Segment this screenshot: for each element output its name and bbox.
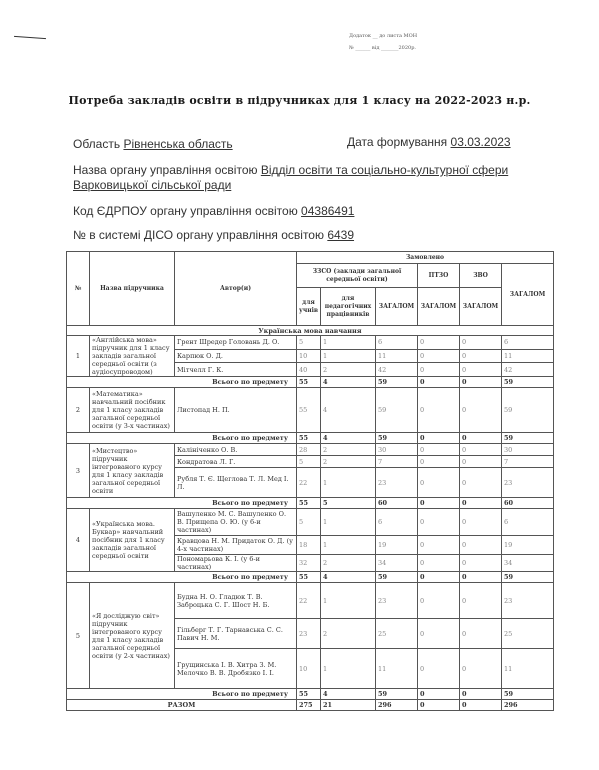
grand-ptzo-total: 0 [418,700,460,711]
cell-total: 30 [502,444,554,456]
table-row [67,444,554,456]
cell-zzso-total: 23 [376,583,418,619]
book-number: 1 [67,336,90,377]
subtotal-zzso-total: 60 [376,498,418,509]
subtotal-zzso-total: 59 [376,572,418,583]
cell-zvo-total: 0 [460,336,502,350]
subtotal-teachers: 4 [321,433,376,444]
book-author: Кондратова Л. Г. [175,456,297,468]
subtotal-students: 55 [297,433,321,444]
book-name: «Я досліджую світ» підручник інтегрованого курсу для 1 класу закладів загальної середньої освіти (у 2-х частинах) [90,583,175,689]
cell-zvo-total: 0 [460,555,502,572]
subtotal-zvo-total: 0 [460,433,502,444]
cell-ptzo-total: 0 [418,583,460,619]
cell-zvo-total: 0 [460,444,502,456]
organ-label: Назва органу управління освітою [73,163,258,177]
cell-zvo-total: 0 [460,583,502,619]
cell-students: 18 [297,536,321,555]
subtotal-zvo-total: 0 [460,377,502,388]
book-number: 4 [67,509,90,572]
cell-total: 7 [502,456,554,468]
edrpou-label: Код ЄДРПОУ органу управління освітою [73,204,298,218]
grand-zzso-total: 296 [376,700,418,711]
col-total: ЗАГАЛОМ [502,264,554,326]
subtotal-label: Всього по предмету [67,498,297,509]
subtotal-row [67,498,554,509]
table-body [67,326,554,711]
subtotal-total: 59 [502,689,554,700]
cell-zvo-total: 0 [460,536,502,555]
subtotal-ptzo-total: 0 [418,498,460,509]
book-name: «Українська мова. Буквар» навчальний посібник для 1 класу закладів загальної середньої освіти [90,509,175,572]
cell-zvo-total: 0 [460,619,502,649]
col-teachers: для педагогічних працівників [321,288,376,326]
subtotal-total: 59 [502,433,554,444]
cell-students: 32 [297,555,321,572]
book-author: Грент Шредер Головань Д. О. [175,336,297,350]
cell-ptzo-total: 0 [418,336,460,350]
subtotal-label: Всього по предмету [67,572,297,583]
header-note-line1: Додаток __ до листа МОН [349,33,418,39]
subtotal-teachers: 5 [321,498,376,509]
cell-total: 59 [502,388,554,433]
book-name: «Мистецтво» підручник інтегрованого курсу для 1 класу закладів загальної середньої освіти [90,444,175,498]
cell-ptzo-total: 0 [418,456,460,468]
cell-teachers: 2 [321,444,376,456]
cell-students: 10 [297,649,321,689]
section-row [67,326,554,336]
subtotal-row [67,377,554,388]
cell-teachers: 2 [321,363,376,377]
cell-ptzo-total: 0 [418,536,460,555]
grand-total: 296 [502,700,554,711]
table-row [67,509,554,536]
cell-total: 6 [502,509,554,536]
col-zvo-total: ЗАГАЛОМ [460,288,502,326]
book-author: Будна Н. О. Гладюк Т. В. Заброцька С. Г. Шост Н. Б. [175,583,297,619]
cell-zzso-total: 6 [376,509,418,536]
cell-teachers: 1 [321,536,376,555]
cell-zvo-total: 0 [460,456,502,468]
cell-students: 10 [297,349,321,363]
col-zzso-total: ЗАГАЛОМ [376,288,418,326]
table-row [67,336,554,350]
book-author: Пономарьова К. І. (у 6-и частинах) [175,555,297,572]
cell-students: 5 [297,509,321,536]
oblast-line [73,137,233,151]
oblast-label: Область [73,137,121,151]
cell-total: 25 [502,619,554,649]
date-label: Дата формування [347,135,448,149]
cell-zzso-total: 19 [376,536,418,555]
cell-ptzo-total: 0 [418,388,460,433]
book-number: 3 [67,444,90,498]
cell-ptzo-total: 0 [418,363,460,377]
cell-total: 23 [502,468,554,498]
book-number: 5 [67,583,90,689]
cell-zzso-total: 6 [376,336,418,350]
subtotal-total: 60 [502,498,554,509]
subtotal-zzso-total: 59 [376,689,418,700]
cell-zvo-total: 0 [460,388,502,433]
grand-students: 275 [297,700,321,711]
subtotal-total: 59 [502,572,554,583]
cell-zvo-total: 0 [460,649,502,689]
cell-zzso-total: 11 [376,649,418,689]
cell-teachers: 4 [321,388,376,433]
cell-zvo-total: 0 [460,468,502,498]
date-value: 03.03.2023 [450,135,511,149]
cell-teachers: 2 [321,619,376,649]
cell-ptzo-total: 0 [418,468,460,498]
cell-ptzo-total: 0 [418,444,460,456]
cell-ptzo-total: 0 [418,649,460,689]
grand-zvo-total: 0 [460,700,502,711]
cell-teachers: 2 [321,555,376,572]
subtotal-students: 55 [297,498,321,509]
cell-total: 23 [502,583,554,619]
cell-teachers: 1 [321,509,376,536]
cell-students: 5 [297,456,321,468]
col-author: Автор(и) [175,252,297,326]
cell-students: 5 [297,336,321,350]
book-author: Грущинська І. В. Хитра З. М. Мелочко В. В. Дробязко І. І. [175,649,297,689]
cell-students: 55 [297,388,321,433]
date-line [347,135,511,149]
cell-ptzo-total: 0 [418,555,460,572]
organ-value-line2: Варковицької сільської ради [73,178,232,192]
book-name: «Математика» навчальний посібник для 1 класу закладів загальної середньої освіти (у 3-х частинах) [90,388,175,433]
grand-teachers: 21 [321,700,376,711]
cell-zzso-total: 25 [376,619,418,649]
book-name: «Англійська мова» підручник для 1 класу закладів загальної середньої освіти (з аудіосупроводом) [90,336,175,377]
book-author: Карпюк О. Д. [175,349,297,363]
cell-zvo-total: 0 [460,349,502,363]
cell-zzso-total: 30 [376,444,418,456]
cell-zzso-total: 34 [376,555,418,572]
diso-label: № в системі ДІСО органу управління освітою [73,228,324,242]
subtotal-zzso-total: 59 [376,377,418,388]
subtotal-ptzo-total: 0 [418,572,460,583]
edrpou-line [73,204,354,218]
subtotal-row [67,572,554,583]
subtotal-ptzo-total: 0 [418,377,460,388]
subtotal-teachers: 4 [321,572,376,583]
book-author: Гільберг Т. Г. Тарнавська С. С. Павич Н. М. [175,619,297,649]
subtotal-zvo-total: 0 [460,498,502,509]
organ-line2 [73,178,231,192]
book-author: Мітчелл Г. К. [175,363,297,377]
col-students: для учнів [297,288,321,326]
cell-zzso-total: 11 [376,349,418,363]
grand-total-row [67,700,554,711]
section-label: Українська мова навчання [67,326,554,336]
cell-zvo-total: 0 [460,363,502,377]
col-ptzo-total: ЗАГАЛОМ [418,288,460,326]
organ-line [73,163,508,177]
col-ptzo: ПТЗО [418,264,460,288]
book-number: 2 [67,388,90,433]
subtotal-students: 55 [297,377,321,388]
subtotal-students: 55 [297,572,321,583]
header-note-line2: № ______ від _______2020р. [349,45,417,51]
subtotal-label: Всього по предмету [67,433,297,444]
table-row [67,583,554,619]
subtotal-label: Всього по предмету [67,689,297,700]
cell-students: 22 [297,583,321,619]
col-zzso: ЗЗСО (заклади загальної середньої освіти) [297,264,418,288]
subtotal-ptzo-total: 0 [418,689,460,700]
subtotal-students: 55 [297,689,321,700]
edrpou-value: 04386491 [301,204,355,218]
subtotal-total: 59 [502,377,554,388]
book-author: Вашуленко М. С. Вашуленко О. В. Прищепа О. Ю. (у 6-и частинах) [175,509,297,536]
cell-total: 34 [502,555,554,572]
subtotal-zzso-total: 59 [376,433,418,444]
col-name: Назва підручника [90,252,175,326]
cell-ptzo-total: 0 [418,349,460,363]
subtotal-teachers: 4 [321,377,376,388]
subtotal-zvo-total: 0 [460,689,502,700]
cell-students: 28 [297,444,321,456]
organ-value-line1: Відділ освіти та соціально-культурної сфери [260,163,509,177]
header-note [349,30,417,54]
cell-zzso-total: 42 [376,363,418,377]
cell-teachers: 1 [321,649,376,689]
diso-line [73,228,354,242]
cell-students: 22 [297,468,321,498]
oblast-value: Рівненська область [123,137,233,151]
cell-teachers: 2 [321,456,376,468]
diso-value: 6439 [327,228,355,242]
table-header [67,252,554,326]
col-zvo: ЗВО [460,264,502,288]
cell-total: 11 [502,649,554,689]
cell-teachers: 1 [321,583,376,619]
textbooks-table [66,251,554,711]
page-title: Потреба закладів освіти в підручниках для 1 класу на 2022-2023 н.р. [68,94,531,107]
col-ordered: Замовлено [297,252,554,264]
subtotal-label: Всього по предмету [67,377,297,388]
cell-total: 19 [502,536,554,555]
cell-zzso-total: 23 [376,468,418,498]
cell-teachers: 1 [321,468,376,498]
book-author: Рубля Т. Є. Щеглова Т. Л. Мед І. Л. [175,468,297,498]
subtotal-ptzo-total: 0 [418,433,460,444]
subtotal-teachers: 4 [321,689,376,700]
book-author: Кравцова Н. М. Придаток О. Д. (у 4-х частинах) [175,536,297,555]
book-author: Калініченко О. В. [175,444,297,456]
subtotal-row [67,689,554,700]
cell-teachers: 1 [321,349,376,363]
grand-total-label: РАЗОМ [67,700,297,711]
book-author: Листопад Н. П. [175,388,297,433]
cell-students: 23 [297,619,321,649]
cell-total: 6 [502,336,554,350]
cell-total: 11 [502,349,554,363]
table-row [67,388,554,433]
cell-total: 42 [502,363,554,377]
cell-zzso-total: 59 [376,388,418,433]
subtotal-zvo-total: 0 [460,572,502,583]
subtotal-row [67,433,554,444]
cell-ptzo-total: 0 [418,509,460,536]
cell-teachers: 1 [321,336,376,350]
cell-zzso-total: 7 [376,456,418,468]
cell-zvo-total: 0 [460,509,502,536]
pen-mark [14,36,46,39]
cell-students: 40 [297,363,321,377]
cell-ptzo-total: 0 [418,619,460,649]
col-num: № [67,252,90,326]
